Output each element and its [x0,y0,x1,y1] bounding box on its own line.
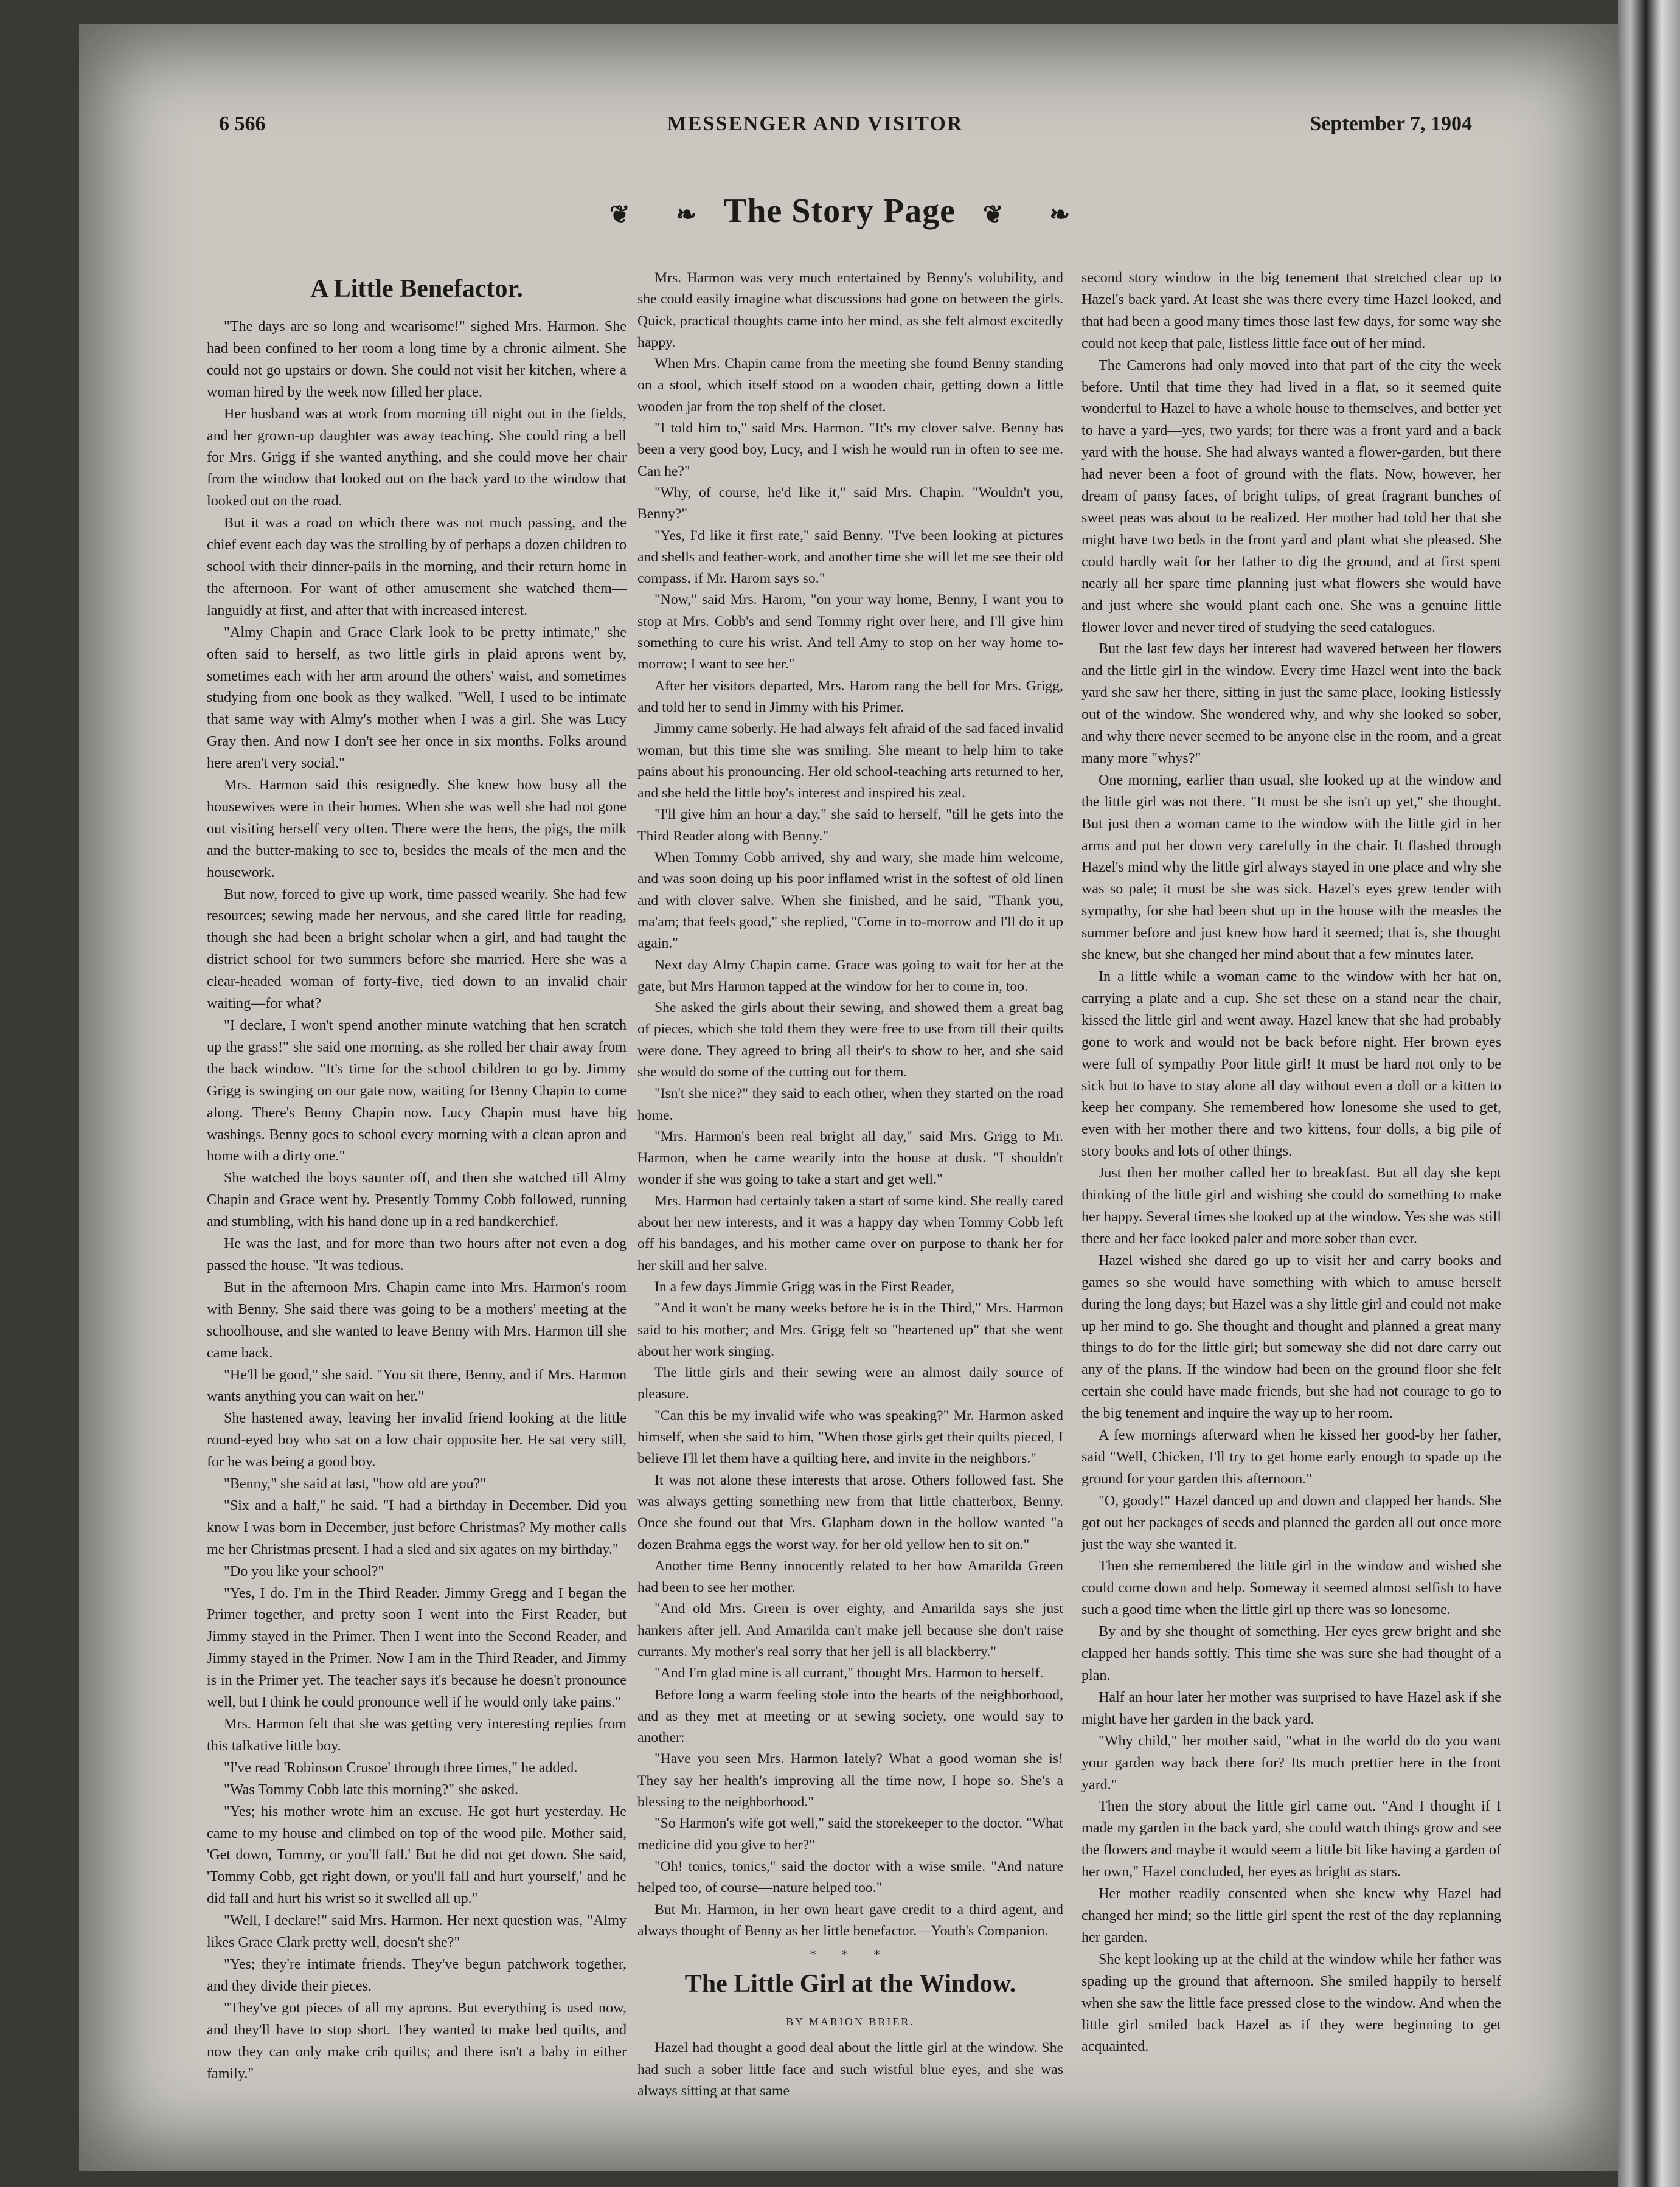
article-paragraph: "Mrs. Harmon's been real bright all day," said Mrs. Grigg to Mr. Harmon, when he came wearily into the house at dusk. "I shouldn't wonder if she was going to take a start and get well." [637,1128,1063,1188]
article-paragraph: She kept looking up at the child at the window while her father was spading up the ground that afternoon. She smiled happily to herself when she saw the little face pressed close to the window. And when the little girl smiled back Hazel as if they were beginning to get acquainted. [1081,1951,1501,2055]
article-paragraph: "I've read 'Robinson Crusoe' through three times," he added. [224,1759,578,1776]
article-paragraph: She watched the boys saunter off, and then she watched till Almy Chapin and Grace went by. Presently Tommy Cobb followed, running and stumbling, with his hand done up in a red handkerchief. [207,1170,627,1230]
article-paragraph: "And it won't be many weeks before he is in the Third," Mrs. Harmon said to his mother; and Mrs. Grigg felt so "heartened up" that she went about her work singing. [637,1300,1063,1359]
article-paragraph: Hazel wished she dared go up to visit her and carry books and games so she would have something with which to amuse herself during the long days; but Hazel was a shy little girl and could not make up her mind to go. She thought and thought and planned a great many things to do for the little girl; but someway she did not dare carry out any of the plans. If the window had been on the ground floor she felt certain she could have made friends, but she had not courage to go to the big tenement and inquire the way up to her room. [1081,1252,1501,1422]
article-paragraph: "Was Tommy Cobb late this morning?" she asked. [224,1781,519,1798]
article-paragraph: "Yes, I do. I'm in the Third Reader. Jimmy Gregg and I began the Primer together, and pretty soon I went into the First Reader, but Jimmy stayed in the Primer. Then I went into the Second Reader, and Jimmy stayed in the Primer. Now I am in the Third Reader, and Jimmy is in the Primer yet. The teacher says it's because he doesn't pronounce well, but I think he could pronounce well if he would only take pains." [207,1585,627,1711]
article-paragraph: Then the story about the little girl came out. "And I thought if I made my garden in the back yard, she could watch things grow and see the flowers and maybe it would seem a little bit like having a garden of her own," Hazel concluded, her eyes as bright as stars. [1081,1798,1501,1880]
paper-title: MESSENGER AND VISITOR [667,113,963,135]
article-paragraph: "I declare, I won't spend another minute watching that hen scratch up the grass!" she said one morning, as she rolled her chair away from the back window. "It's time for the school children to go by. Jimmy Grigg is swinging on our gate now, waiting for Benny Chapin to come along. There's Benny Chapin now. Lucy Chapin must have big washings. Benny goes to school every morning with a clean apron and home with a dirty one." [207,1017,627,1165]
masthead [134,113,1496,143]
article-paragraph: "Six and a half," he said. "I had a birthday in December. Did you know I was born in December, just before Christmas? My mother calls me her Christmas present. I had a sled and six agates on my birthday." [207,1497,627,1558]
article-paragraph: Half an hour later her mother was surprised to have Hazel ask if she might have her garden in the back yard. [1081,1689,1501,1727]
article-paragraph: "Yes; they're intimate friends. They've begun patchwork together, and they divide their pieces. [207,1956,627,1994]
page-number: 6 566 [219,113,266,135]
section-divider: * * * [810,1947,891,1963]
article-body [207,316,627,2085]
article-paragraph: In a little while a woman came to the window with her hat on, carrying a plate and a cup. She set these on a stand near the chair, kissed the little girl and went away. Hazel knew that she had probably gone to work and would not be back before night. Her brown eyes were full of sympathy Poor little girl! It must be hard not only to be sick but to have to stay alone all day without even a doll or a kitten to keep her company. She remembered how lonesome she used to get, even with her mother there and two kittens, four dolls, a big pile of story books and lots of other things. [1081,969,1501,1160]
page-edge-binding [1618,0,1680,2187]
article-paragraph: second story window in the big tenement that stretched clear up to Hazel's back yard. At least she was there every time Hazel looked, and that had been a good many times those last few days, for some way she could not keep that pale, listless little face out of her mind. [1081,270,1501,352]
article-paragraph: After her visitors departed, Mrs. Harom rang the bell for Mrs. Grigg, and told her to send in Jimmy with his Primer. [637,678,1063,715]
article-paragraph: When Mrs. Chapin came from the meeting she found Benny standing on a stool, which itself stood on a wooden chair, getting down a little wooden jar from the top shelf of the closet. [637,356,1063,415]
article-paragraph: "I told him to," said Mrs. Harmon. "It's my clover salve. Benny has been a very good boy, Lucy, and I wish he would run in often to see me. Can he?" [637,420,1063,479]
article-paragraph: Another time Benny innocently related to her how Amarilda Green had been to see her mother. [637,1558,1063,1596]
article-paragraph: In a few days Jimmie Grigg was in the First Reader, [654,1278,955,1295]
article-paragraph: Mrs. Harmon said this resignedly. She knew how busy all the housewives were in their homes. When she was well she had not gone out visiting herself very often. There were the hens, the pigs, the milk and the butter-making to see to, besides the meals of the men and the housework. [207,777,627,881]
issue-date: September 7, 1904 [1310,113,1472,135]
article-paragraph: He was the last, and for more than two hours after not even a dog passed the house. "It was tedious. [207,1236,627,1274]
article-paragraph: She hastened away, leaving her invalid friend looking at the little round-eyed boy who sat on a low chair opposite her. He sat very still, for he was being a good boy. [207,1410,627,1471]
article-paragraph: "He'll be good," she said. "You sit there, Benny, and if Mrs. Harmon wants anything you can wait on her." [207,1367,627,1405]
article-paragraph: Next day Almy Chapin came. Grace was going to wait for her at the gate, but Mrs Harmon tapped at the window for her to come in, too. [637,957,1063,994]
section-title-text: The Story Page [723,192,956,230]
article-paragraph: Her husband was at work from morning till night out in the fields, and her grown-up daughter was away teaching. She could ring a bell for Mrs. Grigg if she wanted anything, and she could move her chair from the window that looked out on the back yard to the window that looked out on the road. [207,406,627,510]
article-byline: BY MARION BRIER. [786,2015,915,2028]
article-paragraph: "And I'm glad mine is all currant," thought Mrs. Harmon to herself. [654,1665,1044,1682]
article-paragraph: "Why, of course, he'd like it," said Mrs. Chapin. "Wouldn't you, Benny?" [637,484,1063,522]
article-paragraph: Mrs. Harmon was very much entertained by Benny's volubility, and she could easily imagine what discussions had gone on between the girls. Quick, practical thoughts came into her mind, as she felt almost excitedly happy. [637,270,1063,350]
article-paragraph: Mrs. Harmon felt that she was getting very interesting replies from this talkative little boy. [207,1716,627,1754]
article-paragraph: Before long a warm feeling stole into the hearts of the neighborhood, and as they met at meeting or at sewing society, one would say to another: [637,1686,1063,1746]
article-paragraph: "Oh! tonics, tonics," said the doctor with a wise smile. "And nature helped too, of course—nature helped too." [637,1858,1063,1896]
article-paragraph: The little girls and their sewing were an almost daily source of pleasure. [637,1365,1063,1402]
article-paragraph: "Benny," she said at last, "how old are you?" [224,1476,487,1492]
article-paragraph: Then she remembered the little girl in the window and wished she could come down and help. Someway it seemed almost selfish to have such a good time when the little girl up there was so lonesome. [1081,1558,1501,1618]
article-paragraph: But now, forced to give up work, time passed wearily. She had few resources; sewing made her nervous, and she cared little for reading, though she had been a bright scholar when a girl, and had taught the district school for two summers before she married. Here she was a clear-headed woman of forty-five, tied down to an invalid chair waiting—for what? [207,886,627,1012]
article-paragraph: But Mr. Harmon, in her own heart gave credit to a third agent, and always thought of Benny as her little benefactor.—Youth's Companion. [637,1901,1063,1939]
article-paragraph: "Can this be my invalid wife who was speaking?" Mr. Harmon asked himself, when she said to him, "When those girls get their quilts pieced, I believe I'll let them have a quilting here, and invite in the neighbors." [637,1407,1063,1467]
article-body [1081,268,1501,2058]
article-paragraph: It was not alone these interests that arose. Others followed fast. She was always getting something new from that little chatterbox, Benny. Once she found out that Mrs. Glapham down in the hollow wanted "a dozen Brahma eggs the worst way. for her old yellow hen to sit on." [637,1472,1063,1553]
ornament-icon: ❦ [983,200,1004,228]
article-paragraph: But in the afternoon Mrs. Chapin came into Mrs. Harmon's room with Benny. She said there was going to be a mothers' meeting at the schoolhouse, and she wanted to leave Benny with Mrs. Harmon till she came back. [207,1279,627,1361]
ornament-icon: ❦ [609,200,631,228]
article-paragraph: "The days are so long and wearisome!" sighed Mrs. Harmon. She had been confined to her room a long time by a chronic ailment. She could not go upstairs or down. She could not visit her kitchen, where a woman hired by the week now filled her place. [207,319,627,400]
section-title [0,192,1680,230]
article-paragraph: She asked the girls about their sewing, and showed them a great bag of pieces, which she told them they were free to use from till their quilts were done. They agreed to bring all their's to show to her, and she said she would do some of the cutting out for them. [637,1000,1063,1080]
article-paragraph: Her mother readily consented when she knew why Hazel had changed her mind; so the little girl spent the rest of the day replanning her garden. [1081,1886,1501,1946]
article-body [637,268,1063,1942]
article-paragraph: "Almy Chapin and Grace Clark look to be pretty intimate," she often said to herself, as two little girls in plaid aprons went by, sometimes each with her arm around the others' waist, and sometimes studying from one book as they walked. "Well, I used to be intimate that same way with Almy's mother when I was a girl. She was Lucy Gray then. And now I don't see her once in six months. Folks around here aren't very social." [207,624,627,772]
column-1 [207,268,627,2085]
column-3 [1081,268,1501,2058]
article-paragraph: "Yes, I'd like it first rate," said Benny. "I've been looking at pictures and shells and feather-work, and another time she will let me see their old compass, if Mr. Harom says so." [637,527,1063,587]
ornament-icon: ❧ [676,200,697,228]
article-paragraph: "So Harmon's wife got well," said the storekeeper to the doctor. "What medicine did you give to her?" [637,1815,1063,1853]
article-paragraph: A few mornings afterward when he kissed her good-by her father, said "Well, Chicken, I'll try to get home early enough to spade up the ground for your garden this afternoon." [1081,1427,1501,1487]
article-paragraph: "Do you like your school?" [224,1563,384,1579]
article-paragraph: "Now," said Mrs. Harom, "on your way home, Benny, I want you to stop at Mrs. Cobb's and send Tommy right over here, and I'll give him something to cure his wrist. And tell Amy to stop on her way home to-morrow; I want to see her." [637,592,1063,673]
article-paragraph: But the last few days her interest had wavered between her flowers and the little girl in the window. Every time Hazel went into the back yard she saw her there, sitting in just the same place, looking listlessly out of the window. She wondered why, and why she looked so sober, and why there never seemed to be anyone else in the room, and a great many more "whys?" [1081,641,1501,766]
article-paragraph: When Tommy Cobb arrived, shy and wary, she made him welcome, and was soon doing up his poor inflamed wrist in the softest of old linen and with clover salve. When she finished, and he said, "Thank you, ma'am; that feels good," she replied, "Come in to-morrow and I'll do it up again." [637,850,1063,952]
article-paragraph: "And old Mrs. Green is over eighty, and Amarilda says she just hankers after jell. And Amarilda can't make jell because she don't raise currants. My mother's real sorry that her jell is all blackberry." [637,1601,1063,1660]
article-paragraph: "Have you seen Mrs. Harmon lately? What a good woman she is! They say her health's improving all the time now, I hope so. She's a blessing to the neighborhood." [637,1751,1063,1811]
article-paragraph: "Why child," her mother said, "what in the world do do you want your garden way back there for? Its much prettier here in the front yard." [1081,1733,1501,1793]
article-title: A Little Benefactor. [310,275,523,303]
article-paragraph: The Camerons had only moved into that part of the city the week before. Until that time they had lived in a flat, so it seemed quite wonderful to Hazel to have a whole house to themselves, and better yet to have a yard—yes, two yards; for there was a front yard and a back yard with the house. She had always wanted a flower-garden, but there had never been a foot of ground with the flats. Now, however, her dream of pansy faces, of bright tulips, of great fragrant bunches of sweet peas was about to be realized. Her mother had told her that she might have two beds in the front yard and plant what she pleased. She could hardly wait for her father to dig the ground, and at first spent nearly all her spare time planning just what flowers she would have and just where she would plant each one. She was a genuine little flower lover and never tired of studying the seed catalogues. [1081,357,1501,636]
article-paragraph: By and by she thought of something. Her eyes grew bright and she clapped her hands softly. This time she was sure she had thought of a plan. [1081,1624,1501,1683]
article-paragraph: Just then her mother called her to breakfast. But all day she kept thinking of the little girl and wishing she could do something to make her happy. Several times she looked up at the window. Yes she was still there and her face looked paler and more sober than ever. [1081,1165,1501,1247]
article-paragraph: But it was a road on which there was not much passing, and the chief event each day was the strolling by of perhaps a dozen children to school with their dinner-pails in the morning, and their return home in the afternoon. For want of other amusement she watched them—languidly at first, and after that with increased interest. [207,515,627,619]
article-paragraph: Mrs. Harmon had certainly taken a start of some kind. She really cared about her new interests, and it was a happy day when Tommy Cobb left off his bandages, and his mother came over on purpose to thank her for her skill and her salve. [637,1193,1063,1274]
article-paragraph: "Isn't she nice?" they said to each other, when they started on the road home. [637,1086,1063,1123]
article-paragraph: "Well, I declare!" said Mrs. Harmon. Her next question was, "Almy likes Grace Clark pretty well, doesn't she?" [207,1913,627,1951]
article-paragraph: "O, goody!" Hazel danced up and down and clapped her hands. She got out her packages of seeds and planned the garden all out once more just the way she wanted it. [1081,1492,1501,1553]
article-paragraph: "I'll give him an hour a day," she said to herself, "till he gets into the Third Reader along with Benny." [637,806,1063,844]
article-paragraph: "They've got pieces of all my aprons. But everything is used now, and they'll have to stop short. They wanted to make bed quilts, and now they can only make crib quilts; and there isn't a baby in either family." [207,2000,627,2082]
article-paragraph: "Yes; his mother wrote him an excuse. He got hurt yesterday. He came to my house and climbed on top of the wood pile. Mother said, 'Get down, Tommy, or you'll fall.' But he did not get down. She said, 'Tommy Cobb, get right down, or you'll fall and hurt yourself,' and he did fall and hurt his wrist so it swelled all up." [207,1803,627,1907]
column-2 [637,268,1063,2102]
article-paragraph: One morning, earlier than usual, she looked up at the window and the little girl was not there. "It must be she isn't up yet," she thought. But just then a woman came to the window with the little girl in her arms and put her down very carefully in the chair. It flashed through Hazel's mind why the little girl always stayed in one place and why she was so pale; it must be she was sick. Hazel's eyes grew tender with sympathy, for she had been shut up in the house with the measles the summer before and just knew how hard it seemed; that is, she thought she knew, but she changed her mind about that a few minutes later. [1081,772,1501,963]
article-paragraph: Hazel had thought a good deal about the little girl at the window. She had such a sober little face and such wistful blue eyes, and she was always sitting at that same [637,2040,1063,2099]
ornament-icon: ❧ [1049,200,1071,228]
article-title: The Little Girl at the Window. [684,1970,1016,1998]
article-paragraph: Jimmy came soberly. He had always felt afraid of the sad faced invalid woman, but this time she was smiling. She meant to help him to take pains about his pronouncing. Her old school-teaching arts returned to her, and she held the little boy's interest and inspired his zeal. [637,721,1063,802]
